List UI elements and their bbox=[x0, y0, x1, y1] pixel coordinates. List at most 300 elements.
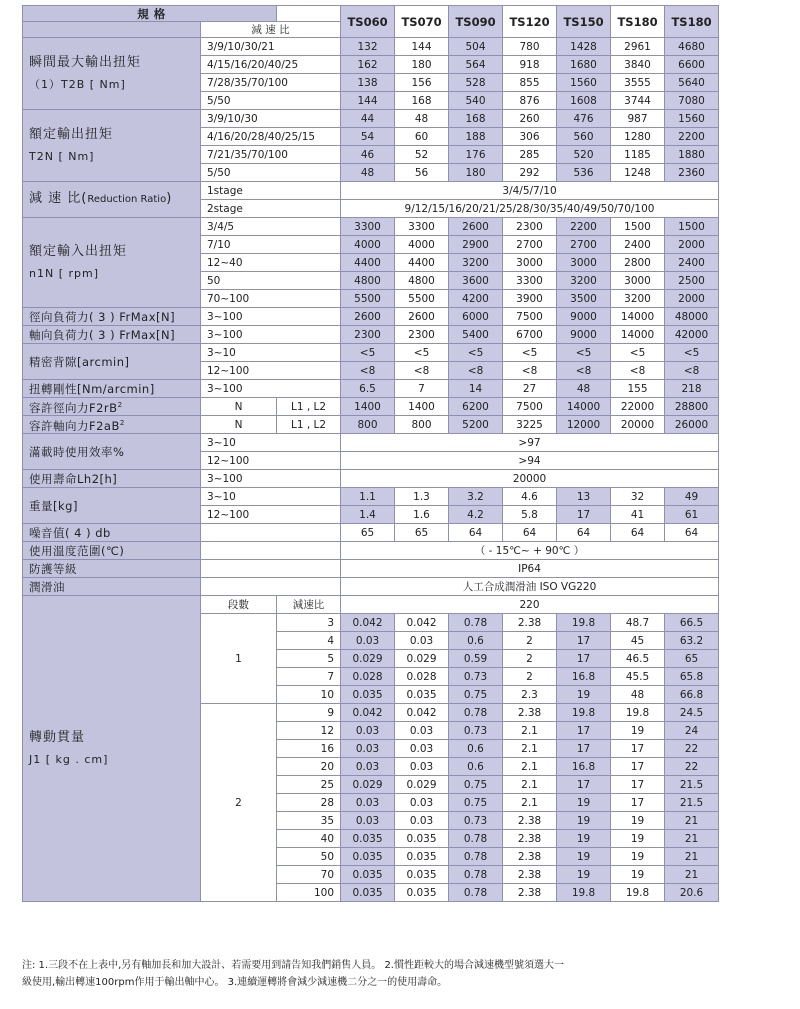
value-cell: 24 bbox=[665, 722, 719, 740]
ratio-cell: 3/9/10/30 bbox=[201, 110, 341, 128]
value-cell: 0.029 bbox=[341, 650, 395, 668]
value-cell: 19.8 bbox=[611, 704, 665, 722]
ratio-cell: 4 bbox=[277, 632, 341, 650]
value-cell: 64 bbox=[503, 524, 557, 542]
value-cell: 0.03 bbox=[395, 758, 449, 776]
value-cell: 156 bbox=[395, 74, 449, 92]
value-cell: 0.6 bbox=[449, 758, 503, 776]
value-cell: 17 bbox=[557, 740, 611, 758]
value-cell: 1248 bbox=[611, 164, 665, 182]
value-cell: 2400 bbox=[611, 236, 665, 254]
value-cell: 7080 bbox=[665, 92, 719, 110]
model-header: TS070 bbox=[395, 6, 449, 38]
value-cell: <5 bbox=[503, 344, 557, 362]
value-cell: <5 bbox=[665, 344, 719, 362]
ratio-cell: 50 bbox=[277, 848, 341, 866]
ratio-cell: 70~100 bbox=[201, 290, 341, 308]
value-cell: 0.73 bbox=[449, 722, 503, 740]
value-cell: 2.38 bbox=[503, 866, 557, 884]
value-cell: 2300 bbox=[341, 326, 395, 344]
value-cell: 4200 bbox=[449, 290, 503, 308]
value-cell: 3300 bbox=[503, 272, 557, 290]
value-cell: 6000 bbox=[449, 308, 503, 326]
span-value-cell: >94 bbox=[341, 452, 719, 470]
value-cell: 0.03 bbox=[341, 758, 395, 776]
row-label: 重量[kg] bbox=[23, 488, 201, 524]
value-cell: 3225 bbox=[503, 416, 557, 434]
value-cell: 0.6 bbox=[449, 632, 503, 650]
value-cell: 27 bbox=[503, 380, 557, 398]
table-row bbox=[23, 380, 719, 398]
span-value-cell: IP64 bbox=[341, 560, 719, 578]
value-cell: 14000 bbox=[557, 398, 611, 416]
value-cell: 0.78 bbox=[449, 866, 503, 884]
ratio-cell: 35 bbox=[277, 812, 341, 830]
value-cell: 0.78 bbox=[449, 848, 503, 866]
ratio-cell: 4/15/16/20/40/25 bbox=[201, 56, 341, 74]
value-cell: 45.5 bbox=[611, 668, 665, 686]
superscript: 2 bbox=[119, 419, 125, 428]
value-cell: 476 bbox=[557, 110, 611, 128]
row-label bbox=[23, 38, 201, 110]
value-cell: 17 bbox=[611, 740, 665, 758]
value-cell: 1400 bbox=[341, 398, 395, 416]
value-cell: <5 bbox=[341, 344, 395, 362]
row-label: 滿載時使用效率% bbox=[23, 434, 201, 470]
value-cell: 4400 bbox=[341, 254, 395, 272]
value-cell: 3300 bbox=[395, 218, 449, 236]
value-cell: 0.6 bbox=[449, 740, 503, 758]
value-cell: 188 bbox=[449, 128, 503, 146]
value-cell: 22000 bbox=[611, 398, 665, 416]
blank-cell bbox=[201, 524, 341, 542]
value-cell: 66.8 bbox=[665, 686, 719, 704]
value-cell: 64 bbox=[611, 524, 665, 542]
value-cell: 2.3 bbox=[503, 686, 557, 704]
row-label-unit: J1 [ kg . cm] bbox=[29, 752, 109, 766]
value-cell: 180 bbox=[395, 56, 449, 74]
value-cell: 0.035 bbox=[341, 686, 395, 704]
value-cell: 3000 bbox=[557, 254, 611, 272]
row-label: 使用溫度范圍(℃) bbox=[23, 542, 201, 560]
value-cell: 48 bbox=[341, 164, 395, 182]
value-cell: 0.029 bbox=[341, 776, 395, 794]
value-cell: 7 bbox=[395, 380, 449, 398]
value-cell: 1500 bbox=[665, 218, 719, 236]
span-value-cell: 220 bbox=[341, 596, 719, 614]
value-cell: 19.8 bbox=[557, 614, 611, 632]
value-cell: 4000 bbox=[395, 236, 449, 254]
value-cell: 17 bbox=[611, 794, 665, 812]
value-cell: 63.2 bbox=[665, 632, 719, 650]
value-cell: 65 bbox=[341, 524, 395, 542]
value-cell: 16.8 bbox=[557, 668, 611, 686]
value-cell: 504 bbox=[449, 38, 503, 56]
value-cell: 4800 bbox=[341, 272, 395, 290]
value-cell: 2300 bbox=[503, 218, 557, 236]
row-label-text: 額定輸入出扭矩 bbox=[29, 243, 128, 259]
value-cell: 16.8 bbox=[557, 758, 611, 776]
value-cell: 48000 bbox=[665, 308, 719, 326]
value-cell: 180 bbox=[449, 164, 503, 182]
value-cell: 918 bbox=[503, 56, 557, 74]
ratio-cell: 20 bbox=[277, 758, 341, 776]
ratio-cell: 7/10 bbox=[201, 236, 341, 254]
value-cell: 0.59 bbox=[449, 650, 503, 668]
value-cell: 2900 bbox=[449, 236, 503, 254]
model-header: TS090 bbox=[449, 6, 503, 38]
value-cell: 21 bbox=[665, 848, 719, 866]
value-cell: 2360 bbox=[665, 164, 719, 182]
value-cell: 1185 bbox=[611, 146, 665, 164]
value-cell: 0.75 bbox=[449, 686, 503, 704]
blank-cell bbox=[201, 542, 341, 560]
value-cell: 2.38 bbox=[503, 884, 557, 902]
value-cell: 0.03 bbox=[395, 740, 449, 758]
value-cell: 17 bbox=[611, 776, 665, 794]
value-cell: 19 bbox=[557, 830, 611, 848]
value-cell: 20.6 bbox=[665, 884, 719, 902]
footnotes bbox=[22, 957, 722, 991]
value-cell: 0.03 bbox=[395, 794, 449, 812]
table-row bbox=[23, 6, 719, 22]
value-cell: 536 bbox=[557, 164, 611, 182]
value-cell: 42000 bbox=[665, 326, 719, 344]
table-row bbox=[23, 560, 719, 578]
value-cell: 20000 bbox=[611, 416, 665, 434]
ratio-cell: 3~100 bbox=[201, 470, 341, 488]
value-cell: 46 bbox=[341, 146, 395, 164]
value-cell: 3555 bbox=[611, 74, 665, 92]
value-cell: 2700 bbox=[503, 236, 557, 254]
value-cell: 17 bbox=[557, 776, 611, 794]
value-cell: 4400 bbox=[395, 254, 449, 272]
model-header: TS180 bbox=[665, 6, 719, 38]
value-cell: 19 bbox=[557, 848, 611, 866]
ratio-cell: 3/4/5 bbox=[201, 218, 341, 236]
ratio-cell: 12~100 bbox=[201, 452, 341, 470]
value-cell: <5 bbox=[449, 344, 503, 362]
value-cell: 21.5 bbox=[665, 794, 719, 812]
value-cell: 1.6 bbox=[395, 506, 449, 524]
value-cell: 1.4 bbox=[341, 506, 395, 524]
value-cell: 21.5 bbox=[665, 776, 719, 794]
row-label-unit: T2N [ Nm] bbox=[29, 149, 95, 163]
value-cell: 66.5 bbox=[665, 614, 719, 632]
value-cell: 0.78 bbox=[449, 704, 503, 722]
value-cell: 540 bbox=[449, 92, 503, 110]
ratio-cell: 5 bbox=[277, 650, 341, 668]
value-cell: 0.042 bbox=[395, 614, 449, 632]
span-value-cell: 20000 bbox=[341, 470, 719, 488]
table-row bbox=[23, 524, 719, 542]
footnote-line: 注: 1.三段不在上表中,另有軸加長和加大設計、若需要用到請告知我們銷售人員。 2.慣性距較大的場合減速機型號須選大一 bbox=[22, 960, 564, 971]
value-cell: 45 bbox=[611, 632, 665, 650]
ratio-header: 減 速 比 bbox=[201, 22, 341, 38]
value-cell: 19.8 bbox=[557, 884, 611, 902]
stage-cell: 1stage bbox=[201, 182, 341, 200]
table-row bbox=[23, 398, 719, 416]
value-cell: 3744 bbox=[611, 92, 665, 110]
value-cell: 0.73 bbox=[449, 668, 503, 686]
ratio-cell: 12~100 bbox=[201, 506, 341, 524]
value-cell: 0.73 bbox=[449, 812, 503, 830]
value-cell: 6.5 bbox=[341, 380, 395, 398]
value-cell: 176 bbox=[449, 146, 503, 164]
value-cell: 2300 bbox=[395, 326, 449, 344]
row-label: 軸向負荷力( 3 ) FrMax[N] bbox=[23, 326, 201, 344]
unit-cell: N bbox=[201, 398, 277, 416]
stage-cell: 1 bbox=[201, 614, 277, 704]
model-header: TS180 bbox=[611, 6, 665, 38]
value-cell: 19 bbox=[611, 722, 665, 740]
ratio-cell: 4/16/20/28/40/25/15 bbox=[201, 128, 341, 146]
row-label: 扭轉剛性[Nm/arcmin] bbox=[23, 380, 201, 398]
row-label-text: 容許軸向力F2aB bbox=[29, 418, 120, 433]
row-label-text: 容許徑向力F2rB bbox=[29, 400, 118, 415]
table-row bbox=[23, 182, 719, 200]
value-cell: 2 bbox=[503, 650, 557, 668]
value-cell: 0.029 bbox=[395, 776, 449, 794]
value-cell: 19.8 bbox=[557, 704, 611, 722]
value-cell: 2 bbox=[503, 632, 557, 650]
value-cell: 22 bbox=[665, 740, 719, 758]
value-cell: 19 bbox=[611, 812, 665, 830]
value-cell: 0.78 bbox=[449, 830, 503, 848]
row-label bbox=[23, 596, 201, 902]
unit-cell: N bbox=[201, 416, 277, 434]
value-cell: 780 bbox=[503, 38, 557, 56]
value-cell: 5.8 bbox=[503, 506, 557, 524]
value-cell: 2.38 bbox=[503, 848, 557, 866]
value-cell: 0.035 bbox=[395, 686, 449, 704]
value-cell: 218 bbox=[665, 380, 719, 398]
ratio-cell: 7/21/35/70/100 bbox=[201, 146, 341, 164]
value-cell: 3200 bbox=[449, 254, 503, 272]
value-cell: 3900 bbox=[503, 290, 557, 308]
value-cell: 14000 bbox=[611, 308, 665, 326]
value-cell: 3200 bbox=[557, 272, 611, 290]
value-cell: 0.035 bbox=[341, 866, 395, 884]
row-label: 精密背隙[arcmin] bbox=[23, 344, 201, 380]
value-cell: 0.035 bbox=[395, 830, 449, 848]
superscript: 2 bbox=[117, 401, 123, 410]
row-label bbox=[23, 218, 201, 308]
ratio-cell: 3~100 bbox=[201, 380, 341, 398]
value-cell: 0.75 bbox=[449, 794, 503, 812]
value-cell: 4000 bbox=[341, 236, 395, 254]
value-cell: 0.03 bbox=[395, 722, 449, 740]
value-cell: 65 bbox=[665, 650, 719, 668]
value-cell: 0.028 bbox=[395, 668, 449, 686]
value-cell: <5 bbox=[611, 344, 665, 362]
value-cell: 0.042 bbox=[341, 704, 395, 722]
row-label-text: 減 速 比( bbox=[29, 191, 88, 206]
value-cell: 560 bbox=[557, 128, 611, 146]
value-cell: 2600 bbox=[449, 218, 503, 236]
value-cell: 0.03 bbox=[341, 740, 395, 758]
span-value-cell: 人工合成潤滑油 ISO VG220 bbox=[341, 578, 719, 596]
value-cell: 19 bbox=[611, 848, 665, 866]
value-cell: <8 bbox=[665, 362, 719, 380]
value-cell: 528 bbox=[449, 74, 503, 92]
row-label: 噪音值( 4 ) db bbox=[23, 524, 201, 542]
value-cell: 65 bbox=[395, 524, 449, 542]
value-cell: 520 bbox=[557, 146, 611, 164]
span-value-cell: 3/4/5/7/10 bbox=[341, 182, 719, 200]
value-cell: 306 bbox=[503, 128, 557, 146]
value-cell: 2000 bbox=[665, 290, 719, 308]
value-cell: <5 bbox=[395, 344, 449, 362]
table-row bbox=[23, 596, 719, 614]
ratio-cell: 50 bbox=[201, 272, 341, 290]
value-cell: 7500 bbox=[503, 308, 557, 326]
value-cell: 292 bbox=[503, 164, 557, 182]
value-cell: <8 bbox=[341, 362, 395, 380]
value-cell: 2.38 bbox=[503, 830, 557, 848]
value-cell: 19 bbox=[557, 686, 611, 704]
value-cell: 2.1 bbox=[503, 794, 557, 812]
value-cell: 5500 bbox=[341, 290, 395, 308]
value-cell: 138 bbox=[341, 74, 395, 92]
value-cell: <8 bbox=[611, 362, 665, 380]
row-label bbox=[23, 398, 201, 416]
table-row bbox=[23, 488, 719, 506]
value-cell: 2.1 bbox=[503, 776, 557, 794]
value-cell: 0.029 bbox=[395, 650, 449, 668]
value-cell: 48.7 bbox=[611, 614, 665, 632]
value-cell: 19 bbox=[611, 830, 665, 848]
value-cell: 1680 bbox=[557, 56, 611, 74]
value-cell: 2000 bbox=[665, 236, 719, 254]
table-row bbox=[23, 326, 719, 344]
value-cell: 0.035 bbox=[395, 866, 449, 884]
value-cell: 260 bbox=[503, 110, 557, 128]
blank-cell bbox=[201, 560, 341, 578]
value-cell: 21 bbox=[665, 812, 719, 830]
value-cell: 2961 bbox=[611, 38, 665, 56]
table-row bbox=[23, 110, 719, 128]
ratio-cell: 3/9/10/30/21 bbox=[201, 38, 341, 56]
value-cell: 155 bbox=[611, 380, 665, 398]
table-row bbox=[23, 218, 719, 236]
stage-cell: 2 bbox=[201, 704, 277, 902]
stage-cell: 2stage bbox=[201, 200, 341, 218]
value-cell: 56 bbox=[395, 164, 449, 182]
value-cell: 0.03 bbox=[395, 632, 449, 650]
value-cell: 7500 bbox=[503, 398, 557, 416]
ratio-cell: 12 bbox=[277, 722, 341, 740]
value-cell: 0.035 bbox=[341, 848, 395, 866]
value-cell: 1.1 bbox=[341, 488, 395, 506]
value-cell: 2600 bbox=[341, 308, 395, 326]
value-cell: 32 bbox=[611, 488, 665, 506]
value-cell: 64 bbox=[665, 524, 719, 542]
model-header: TS150 bbox=[557, 6, 611, 38]
value-cell: 3840 bbox=[611, 56, 665, 74]
value-cell: 5200 bbox=[449, 416, 503, 434]
value-cell: 2600 bbox=[395, 308, 449, 326]
table-row bbox=[23, 416, 719, 434]
value-cell: 6600 bbox=[665, 56, 719, 74]
value-cell: 2.38 bbox=[503, 812, 557, 830]
value-cell: <8 bbox=[395, 362, 449, 380]
value-cell: 0.035 bbox=[395, 848, 449, 866]
value-cell: 5400 bbox=[449, 326, 503, 344]
value-cell: 61 bbox=[665, 506, 719, 524]
value-cell: 855 bbox=[503, 74, 557, 92]
value-cell: 800 bbox=[341, 416, 395, 434]
ratio-cell: 5/50 bbox=[201, 164, 341, 182]
row-label-unit: （1）T2B [ Nm] bbox=[29, 77, 126, 91]
ratio-cell: 7 bbox=[277, 668, 341, 686]
row-label-text: 瞬間最大輸出扭矩 bbox=[29, 54, 142, 70]
value-cell: 41 bbox=[611, 506, 665, 524]
ratio-cell: 9 bbox=[277, 704, 341, 722]
ratio-cell: 5/50 bbox=[201, 92, 341, 110]
value-cell: 2500 bbox=[665, 272, 719, 290]
ratio-cell: 12~100 bbox=[201, 362, 341, 380]
ratio-cell: 16 bbox=[277, 740, 341, 758]
value-cell: 0.042 bbox=[395, 704, 449, 722]
value-cell: 17 bbox=[557, 632, 611, 650]
ratio-header: 減速比 bbox=[277, 596, 341, 614]
value-cell: 21 bbox=[665, 866, 719, 884]
value-cell: 14 bbox=[449, 380, 503, 398]
row-label bbox=[23, 416, 201, 434]
table-row bbox=[23, 308, 719, 326]
value-cell: 14000 bbox=[611, 326, 665, 344]
value-cell: 17 bbox=[557, 506, 611, 524]
ratio-cell: 3~100 bbox=[201, 308, 341, 326]
value-cell: 0.03 bbox=[341, 722, 395, 740]
value-cell: 168 bbox=[449, 110, 503, 128]
ratio-cell: 3 bbox=[277, 614, 341, 632]
value-cell: 19.8 bbox=[611, 884, 665, 902]
value-cell: 0.78 bbox=[449, 884, 503, 902]
value-cell: 2200 bbox=[665, 128, 719, 146]
value-cell: 168 bbox=[395, 92, 449, 110]
row-label bbox=[23, 182, 201, 218]
row-label: 使用壽命Lh2[h] bbox=[23, 470, 201, 488]
value-cell: 1400 bbox=[395, 398, 449, 416]
value-cell: 0.03 bbox=[341, 794, 395, 812]
value-cell: 44 bbox=[341, 110, 395, 128]
value-cell: <5 bbox=[557, 344, 611, 362]
row-label-text: 轉動貫量 bbox=[29, 729, 86, 745]
row-label: 潤滑油 bbox=[23, 578, 201, 596]
span-value-cell: 9/12/15/16/20/21/25/28/30/35/40/49/50/70/100 bbox=[341, 200, 719, 218]
value-cell: 3000 bbox=[611, 272, 665, 290]
value-cell: 0.78 bbox=[449, 614, 503, 632]
value-cell: 1560 bbox=[557, 74, 611, 92]
value-cell: 48 bbox=[611, 686, 665, 704]
ratio-cell: 70 bbox=[277, 866, 341, 884]
value-cell: 28800 bbox=[665, 398, 719, 416]
value-cell: 13 bbox=[557, 488, 611, 506]
ratio-cell: 3~10 bbox=[201, 434, 341, 452]
ratio-cell: 3~10 bbox=[201, 488, 341, 506]
blank-cell bbox=[277, 6, 341, 22]
value-cell: 0.028 bbox=[341, 668, 395, 686]
spec-header: 規 格 bbox=[23, 6, 277, 22]
value-cell: 52 bbox=[395, 146, 449, 164]
value-cell: 48 bbox=[395, 110, 449, 128]
row-label: 徑向負荷力( 3 ) FrMax[N] bbox=[23, 308, 201, 326]
table-row bbox=[23, 470, 719, 488]
value-cell: 64 bbox=[449, 524, 503, 542]
value-cell: 0.035 bbox=[341, 830, 395, 848]
